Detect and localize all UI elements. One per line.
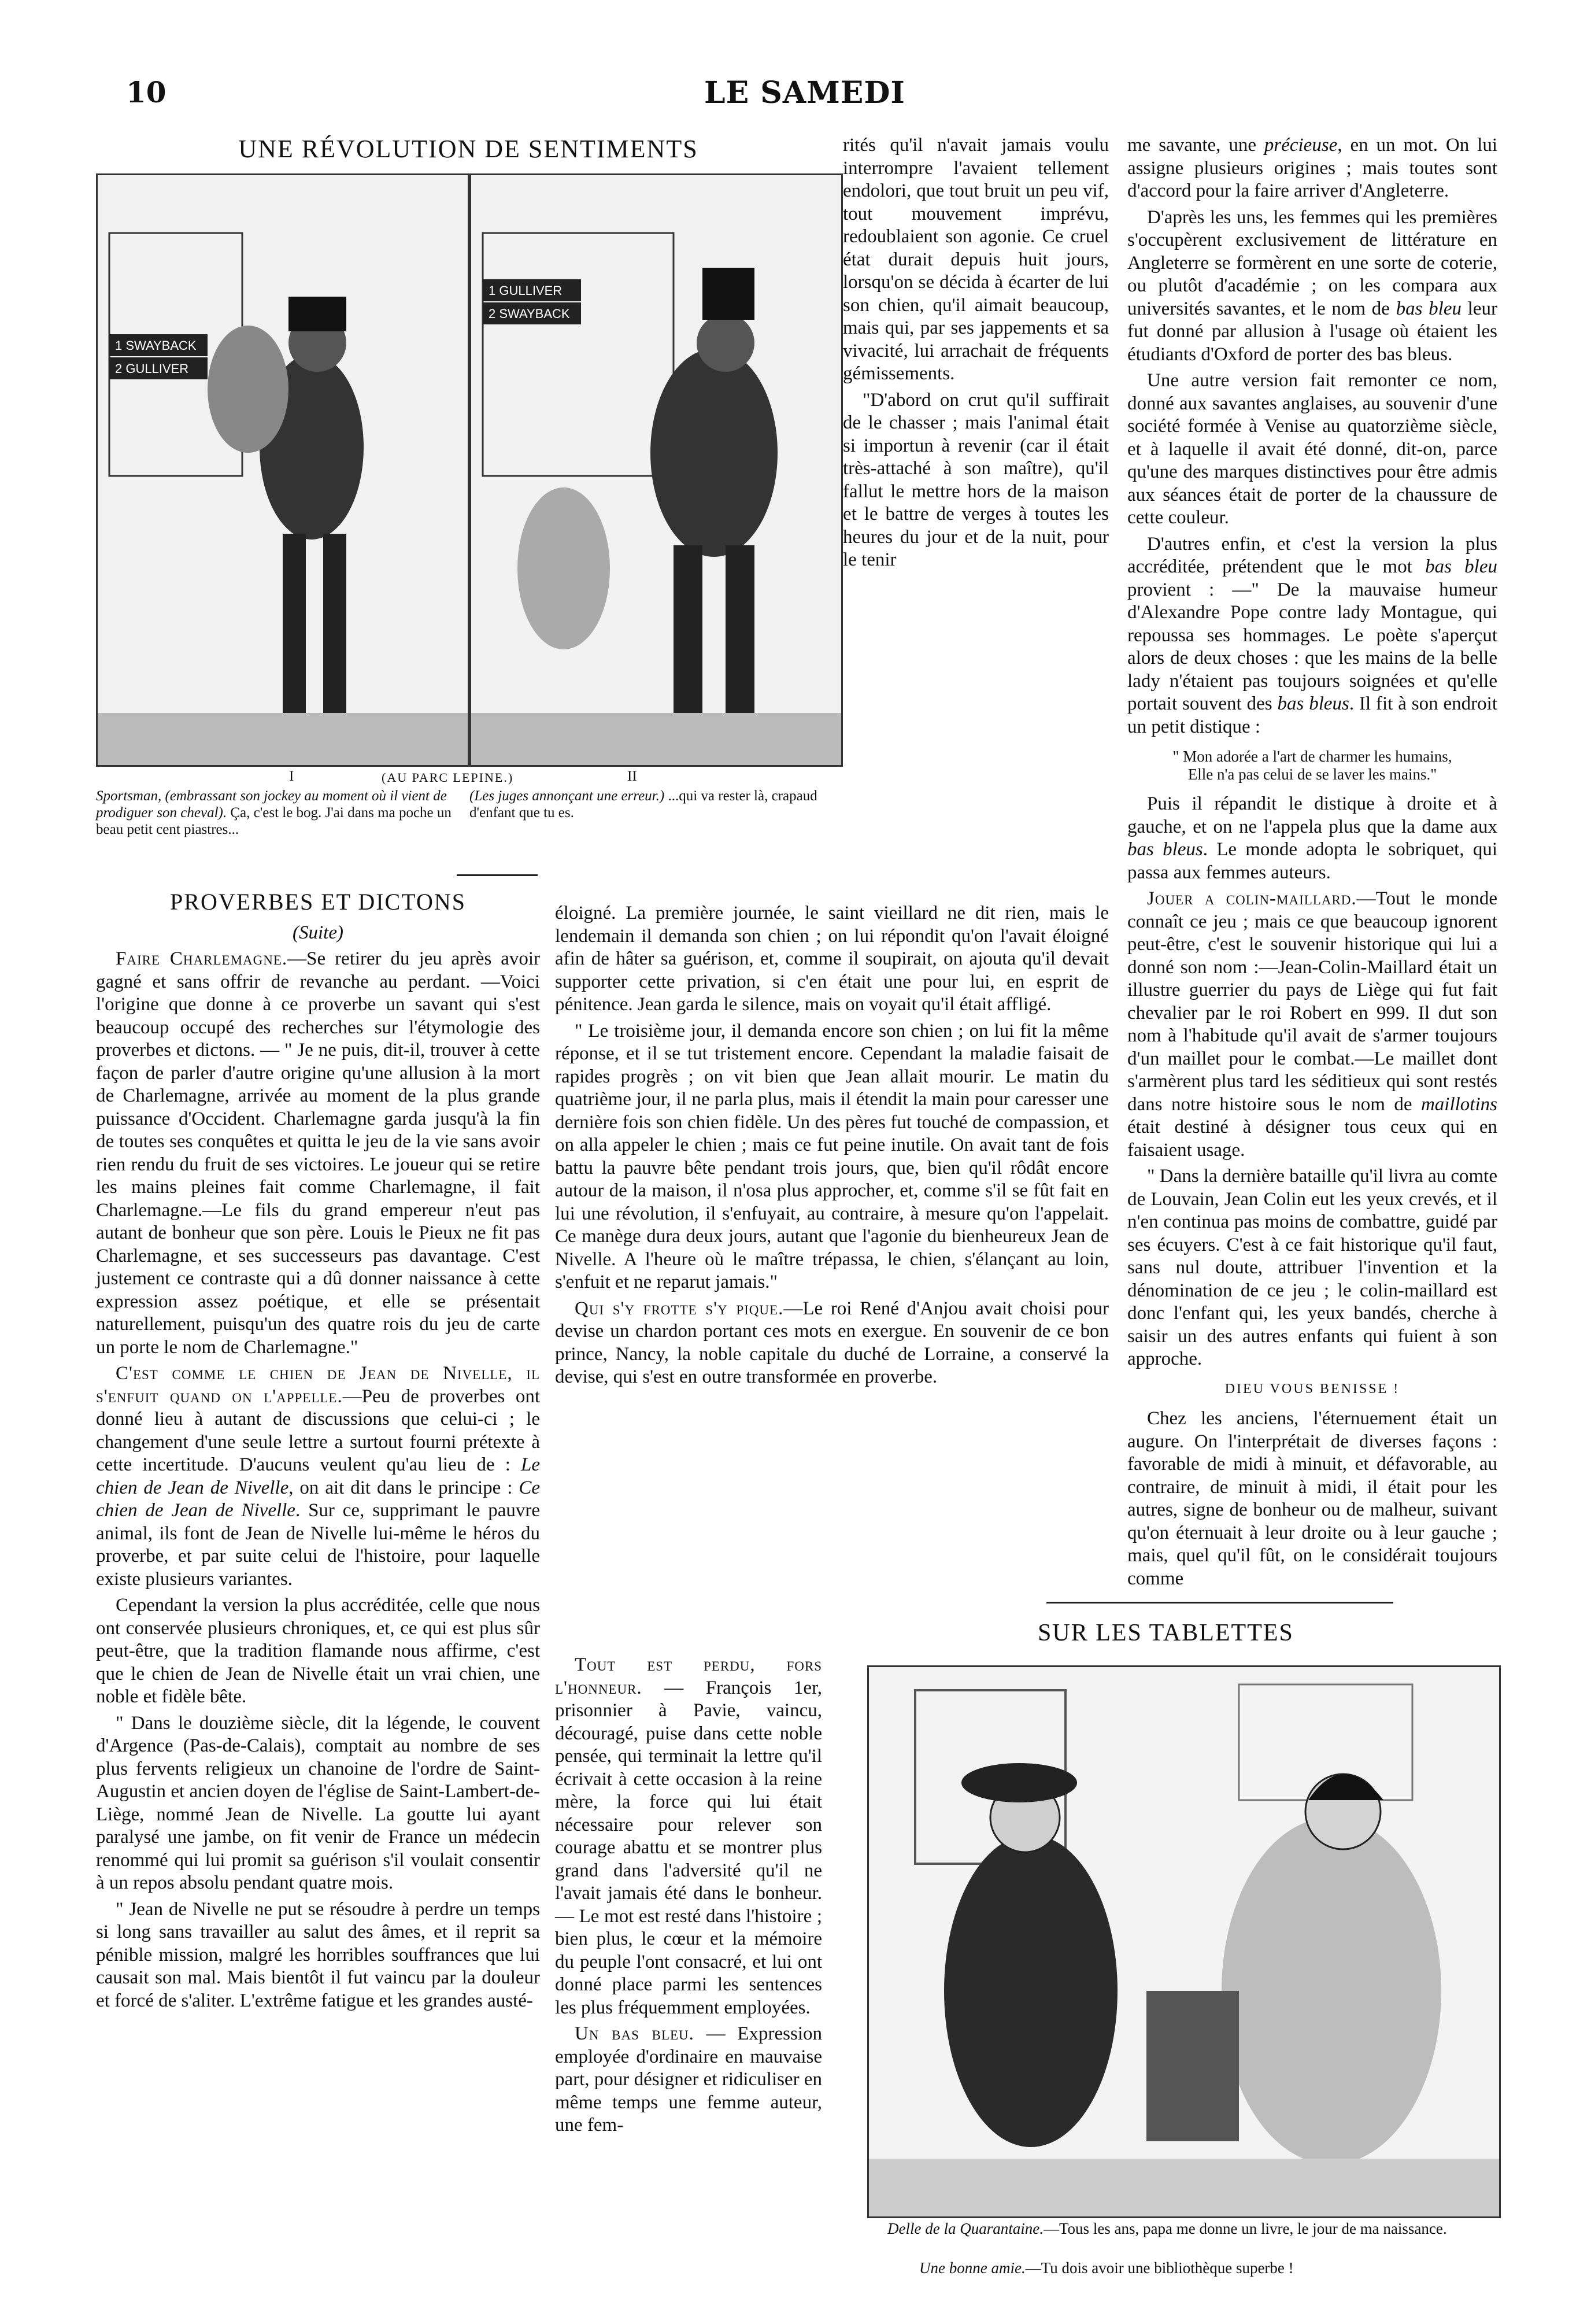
column-1 <box>96 891 540 2016</box>
paragraph: Puis il répandit le distique à droite et à gauche, et on ne l'appela plus que la dame aux bas bleus. Le monde adopta le sobriquet, qui passa aux femmes auteurs. <box>1127 793 1497 883</box>
proverb-honneur: Tout est perdu, fors l'honneur. — François 1er, prisonnier à Pavie, vaincu, découragé, puise dans cette noble pensée, qui terminait la lettre qu'il écrivait à cette occasion à la reine mère, la force qui lui était nécessaire pour relever son courage abattu et se montrer plus grand dans l'adversité qu'il ne l'avait jamais été dans le bonheur. — Le mot est resté dans l'histoire ; bien plus, le cœur et la mémoire du peuple l'ont consacré, et lui ont donné place parmi les sentences les plus fréquemment employées. <box>555 1654 822 2018</box>
svg-text:1 SWAYBACK: 1 SWAYBACK <box>115 338 197 353</box>
paragraph: éloigné. La première journée, le saint vieillard ne dit rien, mais le lendemain il demanda son chien ; on lui répondit qu'on l'avait éloigné afin de hâter sa guérison, et, comme il soupirait, on ajouta qu'il devait supporter cette privation, si c'en était une pour lui, en esprit de pénitence. Jean garda le silence, mais on voyait qu'il était affligé. <box>555 903 1109 1015</box>
distich: " Mon adorée a l'art de charmer les humains, Elle n'a pas celui de se laver les mains." <box>1172 748 1452 783</box>
proverb-jean-de-nivelle: C'est comme le chien de Jean de Nivelle, il s'enfuit quand on l'appelle.—Peu de proverbes ont donné lieu à autant de discussions que celui-ci ; le changement d'une seule lettre a surtout fourni prétexte à cette incertitude. D'aucuns veulent qu'au lieu de : Le chien de Jean de Nivelle, on ait dit dans le principe : Ce chien de Jean de Nivelle. Sur ce, supprimant le pauvre animal, ils font de Jean de Nivelle lui-même le héros du proverbe, et par suite celui de l'histoire, pour laquelle existe plusieurs variantes. <box>96 1363 541 1590</box>
paragraph: Cependant la version la plus accréditée, celle que nous ont conservée plusieurs chroniques, et, ce qui est plus sûr peut-être, que la tradition flamande nous affirme, c'est que le chien de Jean de Nivelle était un vrai chien, une noble et fidèle bête. <box>96 1595 540 1707</box>
proverbes-suite: (Suite) <box>293 922 343 943</box>
panel-2-caption: (Les juges annonçant une erreur.) ...qui va rester là, crapaud d'enfant que tu es. <box>469 788 817 821</box>
panel-1-number: I <box>289 768 294 784</box>
masthead: LE SAMEDI <box>704 75 905 110</box>
column-2-top <box>843 134 1109 575</box>
dieu-vous-benisse-title: DIEU VOUS BENISSE ! <box>1224 1381 1400 1396</box>
proverb-bas-bleu: Un bas bleu. — Expression employée d'ordinaire en mauvaise part, pour désigner et ridiculiser en même temps une femme auteur, une fem- <box>555 2023 822 2135</box>
proverbes-title: PROVERBES ET DICTONS <box>170 889 466 915</box>
illustration-panel-2 <box>469 173 843 767</box>
paragraph: " Jean de Nivelle ne put se résoudre à perdre un temps si long sans travailler au salut des âmes, et il reprit sa pénible mission, malgré les horribles souffrances que lui causait son mal. Mais bientôt il fut vaincu par la douleur et forcé de s'aliter. L'extrême fatigue et les grandes austé- <box>96 1898 540 2011</box>
illustration-panel-1 <box>96 173 469 767</box>
column-2-middle <box>555 902 1109 1392</box>
paragraph: " Dans le douzième siècle, dit la légende, le couvent d'Argence (Pas-de-Calais), comptait au nombre de ses plus fervents religieux un chanoine de l'ordre de Saint-Augustin et ancien doyen de l'église de Saint-Lambert-de-Liège, nommé Jean de Nivelle. La goutte lui ayant paralysé une jambe, on fit venir de France un médecin renommé qui lui promit sa guérison s'il voulait consentir à un repos absolu pendant quatre mois. <box>96 1712 540 1893</box>
section-divider <box>1046 1602 1393 1603</box>
paragraph: D'après les uns, les femmes qui les premières s'occupèrent exclusivement de littérature en Angleterre se formèrent en une sorte de coterie, ou plutôt d'académie ; on les compara aux universités savantes, et le nom de bas bleu leur fut donné par allusion à l'usage où étaient les étudiants d'Oxford de porter des bas bleus. <box>1127 206 1497 365</box>
svg-text:1 GULLIVER: 1 GULLIVER <box>489 283 563 298</box>
paragraph: D'autres enfin, et c'est la version la plus accréditée, prétendent que le mot bas bleu provient : —" De la mauvaise humeur d'Alexandre Pope contre lady Montague, qui repoussa ses hommages. Le poète s'aperçut alors de deux choses : que les mains de la belle lady n'étaient pas toujours soignées et qu'elle portait souvent des bas bleus. Il fit à son endroit un petit distique : <box>1127 533 1498 737</box>
sportsman-drawing <box>98 175 468 765</box>
panel-1-caption: Sportsman, (embrassant son jockey au moment où il vient de prodiguer son cheval). Ça, c'est le bog. J'ai dans ma poche un beau petit cent piastres... <box>96 788 452 837</box>
panel-1-note: (AU PARC LEPINE.) <box>382 770 514 785</box>
svg-text:2 GULLIVER: 2 GULLIVER <box>115 361 189 376</box>
paragraph: me savante, une précieuse, en un mot. On lui assigne plusieurs origines ; mais toutes sont d'accord pour la faire arriver d'Angleterre. <box>1127 135 1497 201</box>
illustration-tablettes <box>867 1665 1501 2218</box>
svg-text:2 SWAYBACK: 2 SWAYBACK <box>489 306 570 321</box>
tablettes-caption-2: Une bonne amie.—Tu dois avoir une bibliothèque superbe ! <box>919 2259 1294 2277</box>
paragraph: " Dans la dernière bataille qu'il livra au comte de Louvain, Jean Colin eut les yeux crevés, et il n'en continua pas moins de combattre, guidé par ses écuyers. C'est à ce fait historique qu'il faut, sans nul doute, attribuer l'invention et la dénomination de ce jeu ; le colin-maillard est donc l'enfant qui, les yeux bandés, cherche à saisir un des autres enfants qui fuient à son approche. <box>1127 1166 1497 1369</box>
paragraph: Une autre version fait remonter ce nom, donné aux savantes anglaises, au souvenir d'une société formée à Venise au quatorzième siècle, et à laquelle il avait été donné, dit-on, parce qu'une des marques distinctives pour être admis aux séances était de porter de la chaussure de cette couleur. <box>1127 370 1497 528</box>
two-ladies-drawing <box>869 1667 1499 2216</box>
panel-2-number: II <box>627 768 637 784</box>
paragraph: rités qu'il n'avait jamais voulu interrompre l'avaient tellement endolori, que tout bruit un peu vif, tout mouvement imprévu, redoublaient son agonie. Ce cruel état durait depuis huit jours, lorsqu'on se décida à écarter de lui son chien, qu'il aimait beaucoup, mais qui, par ses jappements et sa vivacité, lui arrachait de fréquents gémissements. <box>843 135 1109 384</box>
paragraph: Chez les anciens, l'éternuement était un augure. On l'interprétait de diverses façons : favorable de midi à minuit, et défavorable, au contraire, de minuit à midi, il était pour les autres, signe de bonheur ou de malheur, suivant qu'on éternuait à leur droite ou à leur gauche ; mais, quel qu'il fût, on le considérait toujours comme <box>1127 1408 1497 1589</box>
proverb-chardon: Qui s'y frotte s'y pique.—Le roi René d'Anjou avait choisi pour devise un chardon portant ces mots en exergue. En souvenir de ce bon prince, Nancy, la noble capitale du duché de Lorraine, a conservé la devise, qui s'est en outre transformée en proverbe. <box>555 1298 1109 1387</box>
column-2-bottom <box>555 1654 822 2141</box>
section-divider <box>457 874 538 876</box>
proverb-colin-maillard: Jouer a colin-maillard.—Tout le monde connaît ce jeu ; mais ce que beaucoup ignorent peut-être, c'est le souvenir historique qui lui a donné son nom :—Jean-Colin-Maillard était un illustre guerrier du pays de Liège qui fut fait chevalier par le roi Robert en 999. Il dut son nom à l'habitude qu'il avait de s'armer toujours d'un maillet pour le combat.—Le maillet dont s'armèrent plus tard les séditieux qui sont restés dans notre histoire sous le nom de maillotins était destiné à désigner tous ceux qui en faisaient usage. <box>1127 888 1498 1161</box>
page-number: 10 <box>126 75 166 109</box>
column-3 <box>1127 134 1497 1594</box>
judges-drawing <box>471 175 841 765</box>
revolution-title: UNE RÉVOLUTION DE SENTIMENTS <box>238 135 698 163</box>
tablettes-title: SUR LES TABLETTES <box>1038 1620 1294 1646</box>
paragraph: " Le troisième jour, il demanda encore son chien ; on lui fit la même réponse, et il se tut tristement encore. Cependant la maladie faisait de rapides progrès ; on vit bien que Jean allait mourir. Le matin du quatrième jour, il ne parla plus, mais il étendit la main pour caresser une dernière fois son chien fidèle. Un des pères fut touché de compassion, et on alla appeler le chien ; mais ce fut peine inutile. On avait tant de fois battu la pauvre bête pendant trois jours, que, bien qu'il rôdât encore autour de la maison, il n'osa plus approcher, et, comme s'il se fût fait en lui une révolution, il s'enfuyait, au contraire, à mesure qu'on l'appelait. Ce manège dura deux jours, autant que l'agonie du bienheureux Jean de Nivelle. A l'heure où le maître trépassa, le chien, s'élançant au loin, s'enfuit et ne reparut jamais." <box>555 1020 1109 1292</box>
paragraph: "D'abord on crut qu'il suffirait de le chasser ; mais l'animal était si importun à revenir (car il était très-attaché à son maître), qu'il fallut le mettre hors de la maison et le battre de verges à toutes les heures du jour et de la nuit, pour le tenir <box>843 389 1109 570</box>
tablettes-caption-1: Delle de la Quarantaine.—Tous les ans, papa me donne un livre, le jour de ma naissance. <box>887 2220 1447 2237</box>
proverb-charlemagne: Faire Charlemagne.—Se retirer du jeu après avoir gagné et sans offrir de revanche au perdant. —Voici l'origine que donne à ce proverbe un savant qui s'est beaucoup occupé des recherches sur l'étymologie des proverbes et dictons. — " Je ne puis, dit-il, trouver à cette façon de parler d'autre origine qu'une allusion à la mort de Charlemagne, arrivée au moment de la plus grande puissance d'Occident. Charlemagne garda jusqu'à la fin de toutes ses conquêtes et quitta le jeu de la vie sans avoir rien rendu du fruit de ses victoires. Le joueur qui se retire les mains pleines fait comme Charlemagne, il fait Charlemagne.—Le fils du grand empereur n'eut pas autant de bonheur que son père. Louis le Pieux ne fit pas Charlemagne, et ses successeurs pas davantage. C'est justement ce contraste qui a dû donner naissance à cette expression assez poétique, et elle se présentait naturellement, puisqu'un des quatre rois du jeu de carte un porte le nom de Charlemagne." <box>96 948 540 1358</box>
